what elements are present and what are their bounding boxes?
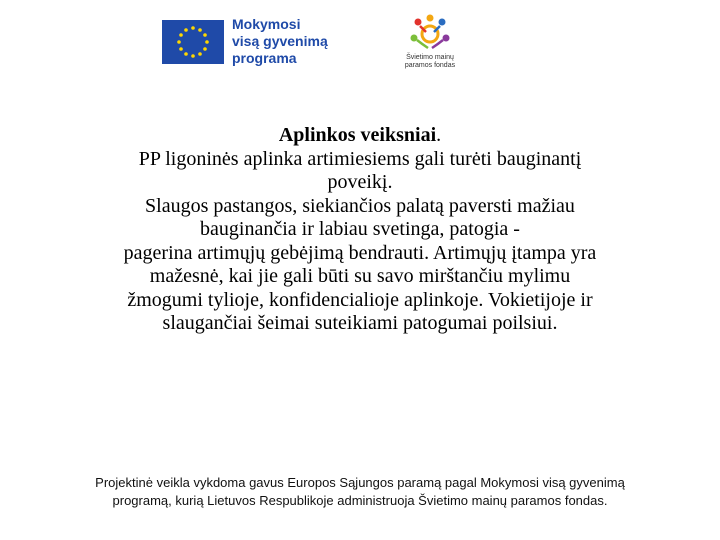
body-line: poveikį.: [327, 171, 393, 193]
eu-logo-line1: Mokymosi: [232, 16, 301, 32]
body-line: bauginančia ir labiau svetinga, patogia -: [200, 218, 520, 240]
body-line: slaugančiai šeimai suteikiami patogumai poilsiui.: [162, 312, 558, 334]
footer-line2: programą, kurią Lietuvos Respublikoje administruoja Švietimo mainų paramos fondas.: [112, 493, 608, 508]
eu-logo-text: [232, 16, 328, 67]
smpf-emblem-icon: [398, 14, 462, 54]
body-line: žmogumi tylioje, konfidencialioje aplinkoje. Vokietijoje ir: [127, 288, 593, 311]
body-line: PP ligoninės aplinka artimiesiems gali turėti bauginantį: [138, 147, 582, 170]
body-line: mažesnė, kai jie gali būti su savo mirštančiu mylimu: [149, 265, 571, 287]
eu-logo-line3: programa: [232, 50, 297, 66]
smpf-logo: [398, 14, 462, 74]
section-heading: Aplinkos veiksniai: [278, 124, 437, 146]
footer-note: [30, 474, 690, 510]
eu-flag-icon: [162, 20, 224, 64]
footer-line1: Projektinė veikla vykdoma gavus Europos Sąjungos paramą pagal Mokymosi visą gyvenimą: [95, 475, 625, 490]
body-line: Slaugos pastangos, siekiančios palatą paversti mažiau: [145, 194, 575, 217]
main-text-block: [60, 124, 660, 336]
smpf-logo-text: [398, 54, 462, 70]
body-line: pagerina artimųjų gebėjimą bendrauti. Artimųjų įtampa yra: [123, 241, 597, 264]
eu-logo-line2: visą gyvenimą: [232, 33, 328, 49]
smpf-logo-line2: paramos fondas: [404, 62, 456, 69]
smpf-logo-line1: Švietimo mainų: [406, 54, 454, 61]
heading-line: Aplinkos veiksniai.: [278, 124, 442, 146]
eu-programme-logo: [162, 16, 338, 72]
